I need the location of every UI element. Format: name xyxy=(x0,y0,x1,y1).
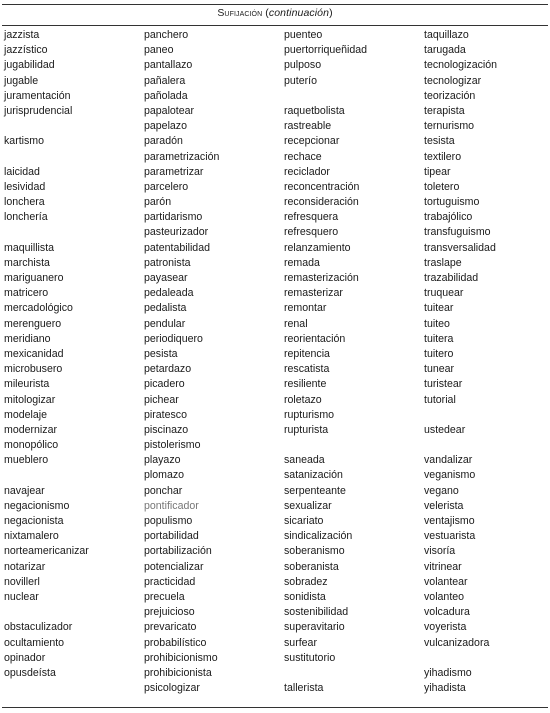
word-entry: pontificador xyxy=(144,499,199,512)
word-entry: periodiquero xyxy=(144,332,203,345)
word-entry: roletazo xyxy=(284,393,322,406)
word-entry: jurisprudencial xyxy=(4,104,73,117)
word-entry: opinador xyxy=(4,651,46,664)
word-entry: trazabilidad xyxy=(424,272,479,284)
word-entry: pichear xyxy=(144,393,179,406)
word-entry: transversalidad xyxy=(424,241,496,254)
word-entry: soberanista xyxy=(284,560,339,573)
word-entry: parametrizar xyxy=(144,165,204,178)
blank-row xyxy=(284,89,367,104)
word-entry: visoría xyxy=(424,545,456,558)
word-entry: mercadológico xyxy=(4,302,73,315)
word-entry: papalotear xyxy=(144,104,195,117)
word-entry: petardazo xyxy=(144,363,192,376)
word-entry: saneada xyxy=(284,454,325,467)
word-entry: papelazo xyxy=(144,120,188,133)
word-entry: nixtamalero xyxy=(4,530,59,543)
word-entry: pantallazo xyxy=(144,59,193,72)
word-entry: mitologizar xyxy=(4,393,56,406)
word-entry: teorización xyxy=(424,89,476,102)
word-entry: parcelero xyxy=(144,180,189,193)
word-entry: sexualizar xyxy=(284,499,332,512)
word-entry: populismo xyxy=(144,515,193,527)
word-entry: patronista xyxy=(144,256,191,269)
word-entry: portabilidad xyxy=(144,530,199,543)
word-entry: reciclador xyxy=(284,165,330,178)
word-entry: notarizar xyxy=(4,560,46,573)
word-entry: toletero xyxy=(424,180,460,193)
column-1 xyxy=(4,28,89,696)
word-entry: remontar xyxy=(284,302,327,315)
word-entry: rupturista xyxy=(284,423,329,436)
column-3 xyxy=(284,28,367,696)
word-entry: laicidad xyxy=(4,165,40,178)
blank-row xyxy=(4,150,89,165)
blank-row xyxy=(4,225,89,240)
word-entry: rechace xyxy=(284,150,322,163)
word-entry: mexicanidad xyxy=(4,347,64,360)
word-entry: rescatista xyxy=(284,363,330,376)
bottom-rule xyxy=(2,707,548,708)
word-entry: maquillista xyxy=(4,241,55,254)
word-entry: raquetbolista xyxy=(284,104,345,117)
table-caption: Sufijación (continuación) xyxy=(217,7,333,19)
word-entry: pendular xyxy=(144,317,186,330)
word-entry: pañolada xyxy=(144,89,188,102)
word-entry: parón xyxy=(144,196,172,209)
word-entry: veganismo xyxy=(424,469,476,482)
word-entry: jazzístico xyxy=(4,44,48,57)
word-entry: vulcanizadora xyxy=(424,636,490,649)
word-entry: tuitera xyxy=(424,332,454,345)
word-entry: volcadura xyxy=(424,606,470,619)
word-entry: novillerl xyxy=(4,575,40,588)
word-entry: tecnologización xyxy=(424,59,498,72)
word-entry: tipear xyxy=(424,165,451,178)
word-entry: tuitero xyxy=(424,347,454,360)
word-entry: mileurista xyxy=(4,378,50,391)
word-entry: relanzamiento xyxy=(284,241,351,254)
word-entry: piratesco xyxy=(144,408,187,421)
word-entry: partidarismo xyxy=(144,211,203,224)
word-entry: psicologizar xyxy=(144,682,200,695)
word-entry: potencializar xyxy=(144,560,204,573)
word-entry: prohibicionismo xyxy=(144,651,218,664)
blank-row xyxy=(424,438,497,453)
blank-row xyxy=(4,605,89,620)
word-entry: ocultamiento xyxy=(4,636,65,649)
word-entry: tecnologizar xyxy=(424,74,482,87)
word-entry: modernizar xyxy=(4,423,57,436)
word-entry: sonidista xyxy=(284,590,326,603)
word-entry: puenteo xyxy=(284,29,323,41)
caption-title: Sufijación xyxy=(217,7,263,19)
word-entry: vestuarista xyxy=(424,530,476,543)
word-entry: yihadismo xyxy=(424,666,472,679)
word-table xyxy=(0,28,550,704)
word-entry: kartismo xyxy=(4,135,45,148)
word-entry: soberanismo xyxy=(284,545,345,558)
word-entry: prejuicioso xyxy=(144,606,195,619)
word-entry: obstaculizador xyxy=(4,621,73,634)
word-entry: volanteo xyxy=(424,590,465,603)
word-entry: remasterizar xyxy=(284,287,343,300)
word-entry: merenguero xyxy=(4,317,62,330)
word-entry: terapista xyxy=(424,104,465,117)
word-entry: practicidad xyxy=(144,575,196,588)
word-entry: pesista xyxy=(144,347,178,360)
word-entry: sindicalización xyxy=(284,530,353,543)
word-entry: tunear xyxy=(424,363,455,376)
top-rule xyxy=(2,4,548,5)
word-entry: tutorial xyxy=(424,393,456,406)
word-entry: modelaje xyxy=(4,408,47,421)
word-entry: negacionista xyxy=(4,515,64,527)
word-entry: ternurismo xyxy=(424,120,475,133)
word-entry: picadero xyxy=(144,378,185,391)
word-entry: patentabilidad xyxy=(144,241,210,254)
word-entry: plomazo xyxy=(144,469,185,482)
column-2 xyxy=(144,28,219,696)
word-entry: refresquera xyxy=(284,211,339,224)
word-entry: microbusero xyxy=(4,363,63,376)
word-entry: repitencia xyxy=(284,347,330,360)
word-entry: remasterización xyxy=(284,272,359,284)
word-entry: lesividad xyxy=(4,180,46,193)
word-entry: juramentación xyxy=(4,89,71,102)
word-entry: traslape xyxy=(424,256,462,269)
word-entry: paneo xyxy=(144,44,174,57)
word-entry: pasteurizador xyxy=(144,226,209,239)
word-entry: prevaricato xyxy=(144,621,197,634)
word-entry: marchista xyxy=(4,256,50,269)
word-entry: ponchar xyxy=(144,484,183,497)
word-entry: negacionismo xyxy=(4,499,70,512)
word-entry: monopólico xyxy=(4,439,59,452)
word-entry: lonchería xyxy=(4,211,48,224)
word-entry: norteamericanizar xyxy=(4,545,89,558)
word-entry: payasear xyxy=(144,272,188,284)
word-entry: rupturismo xyxy=(284,408,335,421)
word-entry: pistolerismo xyxy=(144,439,201,452)
word-entry: pedalista xyxy=(144,302,187,315)
word-entry: matricero xyxy=(4,287,49,300)
word-entry: jugabilidad xyxy=(4,59,55,72)
word-entry: precuela xyxy=(144,590,185,603)
word-entry: nuclear xyxy=(4,590,39,603)
word-entry: serpenteante xyxy=(284,484,346,497)
word-entry: playazo xyxy=(144,454,181,467)
word-entry: puterío xyxy=(284,74,317,87)
word-entry: velerista xyxy=(424,499,464,512)
word-entry: superavitario xyxy=(284,621,345,634)
blank-row xyxy=(4,468,89,483)
blank-row xyxy=(284,666,367,681)
word-entry: tuitear xyxy=(424,302,454,315)
word-entry: prohibicionista xyxy=(144,666,212,679)
word-entry: opusdeísta xyxy=(4,666,56,679)
blank-row xyxy=(4,119,89,134)
word-entry: ustedear xyxy=(424,423,466,436)
word-entry: parametrización xyxy=(144,150,220,163)
word-entry: remada xyxy=(284,256,320,269)
word-entry: renal xyxy=(284,317,308,330)
word-entry: tesista xyxy=(424,135,455,148)
word-entry: resiliente xyxy=(284,378,327,391)
word-entry: pulposo xyxy=(284,59,322,72)
word-entry: jazzista xyxy=(4,29,40,41)
column-4 xyxy=(424,28,497,696)
blank-row xyxy=(424,408,497,423)
word-entry: yihadista xyxy=(424,682,466,695)
blank-row xyxy=(424,651,497,666)
word-entry: portabilización xyxy=(144,545,212,558)
word-entry: truquear xyxy=(424,287,464,300)
word-entry: jugable xyxy=(4,74,39,87)
blank-row xyxy=(284,438,367,453)
word-entry: voyerista xyxy=(424,621,467,634)
word-entry: rastreable xyxy=(284,120,332,133)
word-entry: puertorriqueñidad xyxy=(284,44,368,57)
word-entry: mariguanero xyxy=(4,272,64,284)
word-entry: tuiteo xyxy=(424,317,450,330)
word-entry: trabajólico xyxy=(424,211,473,224)
word-entry: recepcionar xyxy=(284,135,340,148)
word-entry: pañalera xyxy=(144,74,186,87)
word-entry: vegano xyxy=(424,484,459,497)
word-entry: vitrinear xyxy=(424,560,462,573)
word-entry: ventajismo xyxy=(424,515,475,527)
word-entry: textilero xyxy=(424,150,462,163)
word-entry: sustitutorio xyxy=(284,651,336,664)
word-entry: taquillazo xyxy=(424,29,469,41)
word-entry: satanización xyxy=(284,469,343,482)
word-entry: mueblero xyxy=(4,454,49,467)
word-entry: reconsideración xyxy=(284,196,359,209)
blank-row xyxy=(4,681,89,696)
caption-continuation: continuación xyxy=(268,7,330,19)
word-entry: refresquero xyxy=(284,226,339,239)
word-entry: surfear xyxy=(284,636,317,649)
word-entry: tortuguismo xyxy=(424,196,480,209)
word-entry: reorientación xyxy=(284,332,346,345)
word-entry: piscinazo xyxy=(144,423,189,436)
word-entry: meridiano xyxy=(4,332,51,345)
header-rule xyxy=(2,25,548,26)
word-entry: navajear xyxy=(4,484,45,497)
word-entry: lonchera xyxy=(4,196,45,209)
word-entry: sicariato xyxy=(284,515,324,527)
word-entry: volantear xyxy=(424,575,468,588)
word-entry: reconcentración xyxy=(284,180,360,193)
word-entry: pedaleada xyxy=(144,287,194,300)
word-entry: sobradez xyxy=(284,575,328,588)
word-entry: tarugada xyxy=(424,44,466,57)
word-entry: turistear xyxy=(424,378,463,391)
word-entry: sostenibilidad xyxy=(284,606,349,619)
word-entry: transfuguismo xyxy=(424,226,491,239)
word-entry: vandalizar xyxy=(424,454,473,467)
word-entry: paradón xyxy=(144,135,183,148)
word-entry: panchero xyxy=(144,29,189,41)
word-entry: tallerista xyxy=(284,682,324,695)
word-entry: probabilístico xyxy=(144,636,207,649)
